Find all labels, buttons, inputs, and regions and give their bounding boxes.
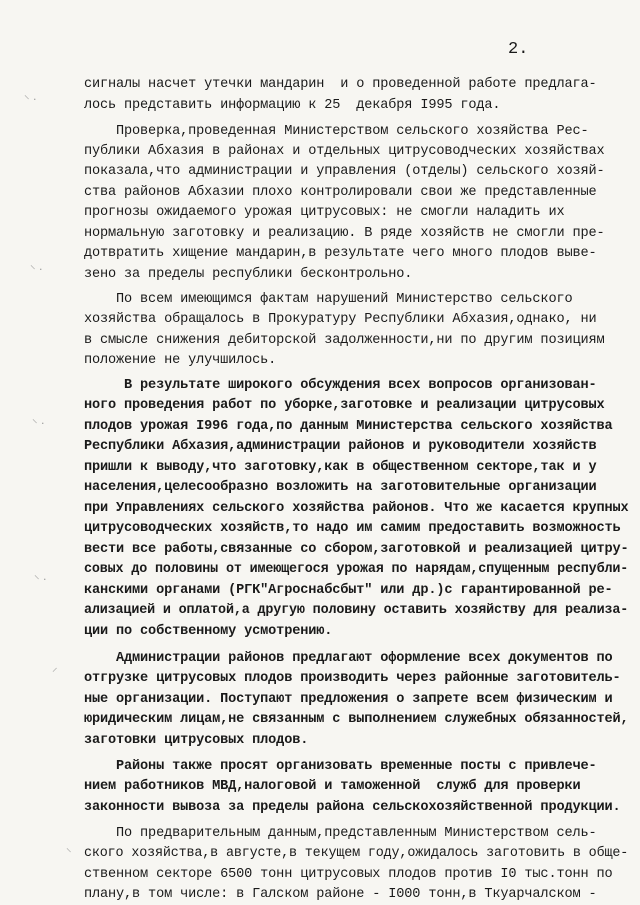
- text-line: плану,в том числе: в Галском районе - I000 тонн,в Ткуарчалском -: [84, 887, 597, 902]
- text-line: сигналы насчет утечки мандарин и о проведенной работе предлага-: [84, 77, 597, 92]
- text-line: юридическим лицам,не связанным с выполнением служебных обязанностей,: [84, 712, 629, 727]
- text-line: хозяйства обращалось в Прокуратуру Республики Абхазия,однако, ни: [84, 312, 597, 327]
- text-line: По предварительным данным,представленным Министерством сель-: [84, 826, 597, 841]
- text-line: при Управлениях сельского хозяйства районов. Что же касается крупных: [84, 501, 629, 516]
- text-line: населения,целесообразно возложить на заготовительные организации: [84, 480, 597, 495]
- text-line: в смысле снижения дебиторской задолженности,ни по другим позициям: [84, 333, 605, 348]
- scan-mark: ⸌ ·: [24, 93, 37, 106]
- text-line: прогнозы ожидаемого урожая цитрусовых: не смогли наладить их: [84, 205, 565, 220]
- text-line: плодов урожая I996 года,по данным Министерства сельского хозяйства: [84, 419, 613, 434]
- text-line: ского хозяйства,в августе,в текущем году,ожидалось заготовить в обще-: [84, 846, 629, 861]
- text-line: совых до половины от имеющегося урожая по нарядам,спущенным республи-: [84, 562, 629, 577]
- scan-mark: ⸌: [66, 846, 72, 859]
- text-line: дотвратить хищение мандарин,в результате чего много плодов выве-: [84, 246, 597, 261]
- text-line: вести все работы,связанные со сбором,заготовкой и реализацией цитру-: [84, 542, 629, 557]
- text-line: ства районов Абхазии плохо контролировали свои же представленные: [84, 185, 597, 200]
- scan-mark: ⸝: [52, 661, 58, 674]
- page-number: 2.: [508, 40, 529, 59]
- text-line: показала,что администрации и управления (отделы) сельского хозяй-: [84, 164, 605, 179]
- text-line: ные организации. Поступают предложения о запрете всем физическим и: [84, 692, 613, 707]
- text-line: ализацией и оплатой,а другую половину оставить хозяйству для реализа-: [84, 603, 629, 618]
- scan-mark: ⸌ ·: [34, 573, 47, 586]
- text-line: Республики Абхазия,администрации районов и руководители хозяйств: [84, 439, 597, 454]
- text-line: лось представить информацию к 25 декабря I995 года.: [84, 98, 501, 113]
- text-line: публики Абхазия в районах и отдельных цитрусоводческих хозяйствах: [84, 144, 605, 159]
- text-line: цитрусоводческих хозяйств,то надо им самим предоставить возможность: [84, 521, 621, 536]
- text-line: положение не улучшилось.: [84, 353, 277, 368]
- scan-mark: ⸌ ·: [30, 263, 43, 276]
- text-line: отгрузке цитрусовых плодов производить через районные заготовитель-: [84, 671, 621, 686]
- text-line: Администрации районов предлагают оформление всех документов по: [84, 651, 613, 666]
- text-line: законности вывоза за пределы района сельскохозяйственной продукции.: [84, 800, 621, 815]
- text-line: нием работников МВД,налоговой и таможенной служб для проверки: [84, 779, 581, 794]
- text-line: ственном секторе 6500 тонн цитрусовых плодов против I0 тыс.тонн по: [84, 867, 613, 882]
- text-line: пришли к выводу,что заготовку,как в общественном секторе,так и у: [84, 460, 597, 475]
- text-line: нормальную заготовку и реализацию. В ряде хозяйств не смогли пре-: [84, 226, 605, 241]
- text-line: Районы также просят организовать временные посты с привлече-: [84, 759, 597, 774]
- text-line: канскими органами (РГК"Агроснабсбыт" или др.)с гарантированной ре-: [84, 583, 613, 598]
- text-line: ного проведения работ по уборке,заготовке и реализации цитрусовых: [84, 398, 605, 413]
- text-line: заготовки цитрусовых плодов.: [84, 733, 309, 748]
- text-line: зено за пределы республики бесконтрольно.: [84, 267, 413, 282]
- text-line: Проверка,проведенная Министерством сельского хозяйства Рес-: [84, 124, 589, 139]
- scan-mark: ⸌ ·: [32, 417, 45, 430]
- text-line: ции по собственному усмотрению.: [84, 624, 333, 639]
- text-line: В результате широкого обсуждения всех вопросов организован-: [84, 378, 597, 393]
- text-line: По всем имеющимся фактам нарушений Министерство сельского: [84, 292, 573, 307]
